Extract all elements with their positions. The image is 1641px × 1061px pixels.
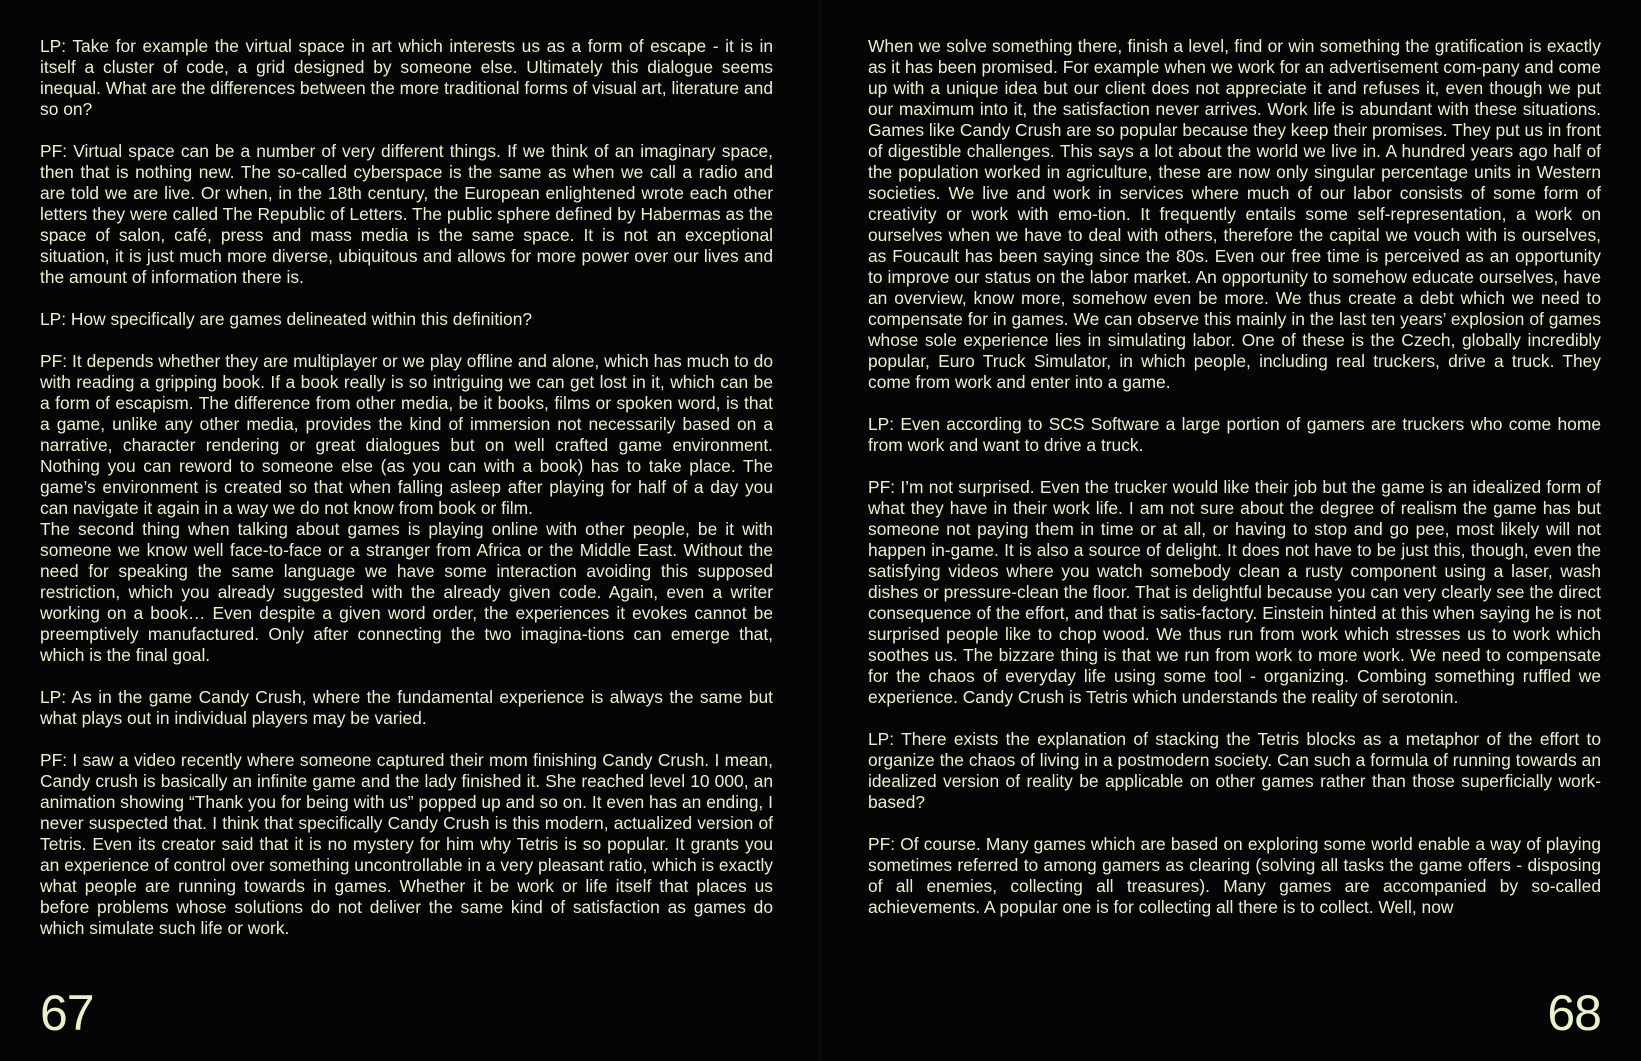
paragraph: LP: Even according to SCS Software a large portion of gamers are truckers who come home from work and want to drive a truck.: [868, 414, 1601, 455]
right-page-text: [868, 36, 1601, 939]
paragraph: PF: I’m not surprised. Even the trucker would like their job but the game is an idealized form of what they have in their work life. I am not sure about the degree of realism the game has but someone not paying them in time or at all, or having to stop and go pee, most likely will not happen in-game. It is also a source of delight. It does not have to be just this, though, even the satisfying videos where you watch somebody clean a rusty component using a laser, wash dishes or pressure-clean the floor. That is delightful because you can very clearly see the direct consequence of the effort, and that is satis-factory. Einstein hinted at this when saying he is not surprised people like to chop wood. We thus run from work which stresses us to work which soothes us. The bizzare thing is that we run from work to more work. We need to compensate for the chaos of everyday life using some tool - organizing. Combing something ruffled we experience. Candy Crush is Tetris which understands the reality of serotonin.: [868, 477, 1601, 707]
paragraph: PF: Virtual space can be a number of very different things. If we think of an imaginary space, then that is nothing new. The so-called cyberspace is the same as when we call a radio and are told we are live. Or when, in the 18th century, the European enlightened wrote each other letters they were called The Republic of Letters. The public sphere defined by Habermas as the space of salon, café, press and mass media is the same space. It is not an exceptional situation, it is just much more diverse, ubiquitous and allows for more power over our lives and the amount of information there is.: [40, 141, 773, 287]
page-number-right: 68: [1547, 985, 1601, 1041]
left-page-text: [40, 36, 773, 960]
page-gutter: [818, 0, 822, 1061]
paragraph: LP: As in the game Candy Crush, where the fundamental experience is always the same but what plays out in individual players may be varied.: [40, 687, 773, 728]
paragraph: When we solve something there, finish a level, find or win something the gratification is exactly as it has been promised. For example when we work for an advertisement com-pany and come up with a unique idea but our client does not appreciate it and refuses it, even though we put our maximum into it, the satisfaction never arrives. Work life is abundant with these situations. Games like Candy Crush are so popular because they keep their promises. They put us in front of digestible challenges. This says a lot about the world we live in. A hundred years ago half of the population worked in agriculture, these are now only singular percentage units in Western societies. We live and work in services where much of our labor consists of some form of creativity or work with emo-tion. It frequently entails some self-representation, a work on ourselves when we have to deal with others, therefore the capital we vouch with is ourselves, as Foucault has been saying since the 80s. Even our free time is perceived as an opportunity to improve our status on the labor market. An opportunity to somehow educate ourselves, have an overview, know more, somehow even be more. We thus create a debt which we need to compensate for in games. We can observe this mainly in the last ten years’ explosion of games whose sole experience lies in simulating labor. One of these is the Czech, globally incredibly popular, Euro Truck Simulator, in which people, including real truckers, drive a truck. They come from work and enter into a game.: [868, 36, 1601, 392]
paragraph: LP: How specifically are games delineated within this definition?: [40, 309, 533, 329]
paragraph: PF: It depends whether they are multiplayer or we play offline and alone, which has much to do with reading a gripping book. If a book really is so intriguing we can get lost in it, which can be a form of escapism. The difference from other media, be it books, films or spoken word, is that a game, unlike any other media, provides the kind of immersion not necessarily based on a narrative, character rendering or great dialogues but on well crafted game environment. Nothing you can reword to someone else (as you can with a book) has to take place. The game’s environment is created so that when falling asleep after playing for half of a day you can navigate it again in a way we do not know from book or film.: [40, 351, 773, 518]
paragraph: PF: I saw a video recently where someone captured their mom finishing Candy Crush. I mean, Candy crush is basically an infinite game and the lady finished it. She reached level 10 000, an animation showing “Thank you for being with us” popped up and so on. It even has an ending, I never suspected that. I think that specifically Candy Crush is this modern, actualized version of Tetris. Even its creator said that it is no mystery for him why Tetris is so popular. It grants you an experience of control over something uncontrollable in a very pleasant ratio, which is exactly what people are running towards in games. Whether it be work or life itself that places us before problems whose solutions do not deliver the same kind of satisfaction as games do which simulate such life or work.: [40, 750, 773, 938]
paragraph: The second thing when talking about games is playing online with other people, be it with someone we know well face-to-face or a stranger from Africa or the Middle East. Without the need for speaking the same language we have some interaction avoiding this supposed restriction, which you already suggested with the already given code. Again, even a writer working on a book… Even despite a given word order, the experiences it evokes cannot be preemptively manufactured. Only after connecting the two imagina-tions can emerge that, which is the final goal.: [40, 519, 773, 665]
page-number-left: 67: [40, 985, 94, 1041]
paragraph: PF: Of course. Many games which are based on exploring some world enable a way of playing sometimes referred to among gamers as clearing (solving all tasks the game offers - disposing of all enemies, collecting all treasures). Many games are accompanied by so-called achievements. A popular one is for collecting all there is to collect. Well, now: [868, 834, 1601, 917]
paragraph: LP: There exists the explanation of stacking the Tetris blocks as a metaphor of the effort to organize the chaos of living in a postmodern society. Can such a formula of running towards an idealized version of reality be applicable on other games rather than those superficially work-based?: [868, 729, 1601, 812]
paragraph: LP: Take for example the virtual space in art which interests us as a form of escape - it is in itself a cluster of code, a grid designed by someone else. Ultimately this dialogue seems inequal. What are the differences between the more traditional forms of visual art, literature and so on?: [40, 36, 773, 119]
